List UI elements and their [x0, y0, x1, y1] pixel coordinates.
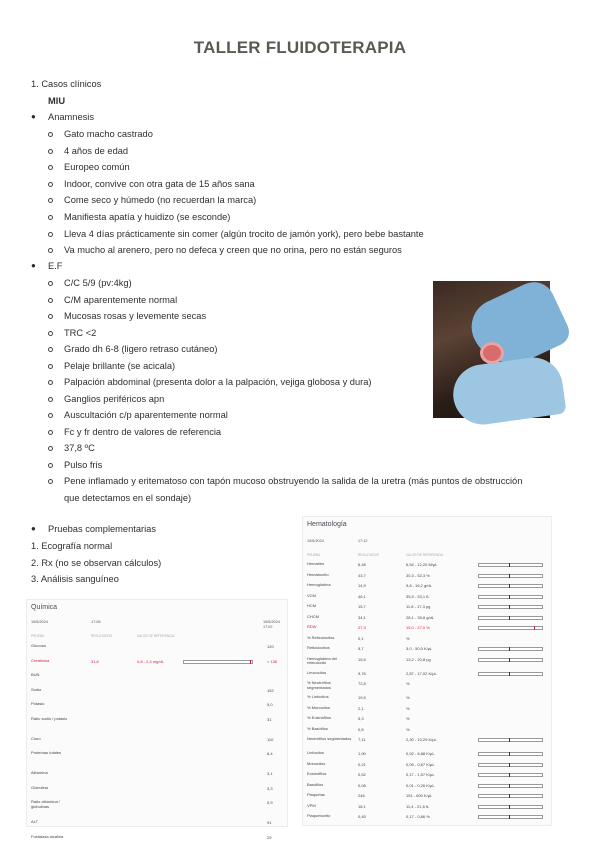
test-result: 9,76 — [358, 670, 366, 676]
test-reference: 0,01 - 0,26 K/µL — [406, 782, 435, 788]
test-value: 3,1 — [267, 771, 273, 776]
range-marker — [509, 616, 510, 620]
circle-bullet-icon — [48, 281, 53, 286]
test-reference: % — [406, 716, 410, 721]
clinical-photo — [433, 281, 550, 418]
test-result: 19,5 — [358, 695, 366, 700]
ef-item: TRC <2 — [64, 327, 97, 338]
test-name: % Eosinófilos — [307, 715, 332, 720]
pruebas-heading: Pruebas complementarias — [48, 524, 156, 534]
test-reference: 30,3 - 52,3 % — [406, 572, 430, 578]
circle-bullet-icon — [48, 347, 53, 352]
test-name: Glucosa — [31, 643, 46, 648]
circle-bullet-icon — [48, 380, 53, 385]
test-name: Ratio sodio / potasio — [31, 715, 68, 721]
ef-item: C/C 5/9 (pv:4kg) — [64, 278, 132, 288]
test-result: 0,1 — [358, 635, 364, 641]
circle-bullet-icon — [48, 132, 53, 137]
range-marker — [509, 658, 510, 662]
test-reference: % — [406, 726, 410, 732]
range-marker — [509, 815, 510, 819]
anamnesis-item: Lleva 4 días prácticamente sin comer (algún trocito de jamón york), pero bebe bastante — [64, 228, 424, 239]
test-reference: 0,92 - 6,88 K/µL — [406, 751, 435, 756]
ef-item: Ganglios periféricos apn — [64, 393, 165, 404]
test-reference: 3,0 - 50,0 K/µL — [406, 646, 433, 651]
pruebas-item: 1. Ecografía normal — [31, 541, 113, 551]
test-name: Eosinófilos — [307, 771, 327, 776]
circle-bullet-icon — [48, 248, 53, 253]
test-result: 0,52 — [358, 772, 366, 777]
column-header: VALOR DE REFERENCIA — [137, 634, 175, 638]
bullet-icon: ● — [31, 261, 36, 270]
range-marker — [509, 773, 510, 777]
test-name: Hematíes — [307, 561, 325, 566]
range-bar — [478, 794, 543, 798]
test-reference: % — [406, 705, 410, 711]
circle-bullet-icon — [48, 430, 53, 435]
test-name: Albúmina — [31, 770, 48, 775]
hematology-report — [302, 516, 552, 826]
test-reference: % — [406, 635, 410, 641]
test-result: 5,3 — [358, 716, 364, 721]
test-name: % Basófilos — [307, 725, 328, 731]
test-result: 0,45 — [358, 814, 366, 819]
test-result: 2,1 — [358, 705, 364, 711]
range-bar — [478, 784, 543, 788]
test-name: Neutrófilos segmentados — [307, 736, 352, 741]
pruebas-item: 3. Análisis sanguíneo — [31, 574, 119, 584]
test-result: 14,9 — [358, 583, 366, 588]
test-reference: 2,30 - 10,29 K/µL — [406, 737, 437, 742]
range-bar — [478, 738, 543, 742]
test-name: Potasio — [31, 701, 45, 706]
circle-bullet-icon — [48, 215, 53, 220]
test-name: Hemoglobina del reticulocito — [307, 655, 338, 665]
ef-item: Grado dh 6-8 (ligero retraso cutáneo) — [64, 344, 218, 354]
test-name: % Monocitos — [307, 704, 330, 710]
test-reference: 2,87 - 17,02 K/µL — [406, 670, 437, 676]
test-result: 46,1 — [358, 593, 366, 599]
test-name: Ratio albúmina / globulinas — [31, 799, 60, 809]
test-reference: 151 - 600 K/µL — [406, 793, 433, 798]
test-name: VPM — [307, 802, 316, 808]
test-name: Basófilos — [307, 781, 324, 787]
column-header: RESULTADOS — [358, 553, 380, 557]
test-value: 120 — [267, 644, 274, 649]
test-result: 8,48 — [358, 562, 366, 567]
range-marker — [509, 763, 510, 767]
ef-item: que detectamos en el sondaje) — [64, 492, 192, 503]
test-result: 0,21 — [358, 761, 366, 767]
test-name: Proteínas totales — [31, 750, 62, 755]
chemistry-report — [26, 599, 288, 840]
test-name: RDW — [307, 624, 317, 629]
test-reference: 0,17 - 1,57 K/µL — [406, 772, 435, 777]
test-name: Hemoglobina — [307, 582, 331, 587]
test-reference: 28,1 - 35,8 g/dL — [406, 614, 435, 620]
range-bar — [478, 626, 543, 630]
test-name: ALT — [31, 819, 39, 824]
circle-bullet-icon — [48, 298, 53, 303]
circle-bullet-icon — [48, 397, 53, 402]
test-name: Linfocitos — [307, 750, 324, 755]
range-marker — [509, 784, 510, 788]
circle-bullet-icon — [48, 446, 53, 451]
test-result: 0,8 — [358, 726, 364, 732]
test-name: Sodio — [31, 686, 42, 692]
test-reference: 13,2 - 20,8 pg — [406, 656, 431, 662]
column-header: PRUEBA — [307, 553, 321, 557]
ef-item: Fc y fr dentro de valores de referencia — [64, 426, 222, 437]
ef-item: Auscultación c/p aparentemente normal — [64, 410, 228, 420]
hematology-date: 19/6/2024 — [307, 539, 324, 543]
test-name: BUN — [31, 672, 40, 677]
circle-bullet-icon — [48, 331, 53, 336]
range-bar — [478, 672, 543, 676]
chemistry-time: 17:08 — [91, 620, 101, 624]
range-marker — [509, 574, 510, 578]
ef-item: 37,8 ºC — [64, 443, 95, 453]
circle-bullet-icon — [48, 479, 53, 484]
test-result: 43,7 — [358, 572, 366, 578]
test-name: Globulina — [31, 784, 48, 790]
circle-bullet-icon — [48, 149, 53, 154]
test-reference: 0,05 - 0,67 K/µL — [406, 761, 435, 767]
circle-bullet-icon — [48, 314, 53, 319]
bullet-icon: ● — [31, 524, 36, 533]
range-bar — [478, 605, 543, 609]
range-bar — [478, 763, 543, 767]
range-marker — [509, 563, 510, 567]
range-bar — [478, 595, 543, 599]
test-name: % Reticulocitos — [307, 634, 335, 640]
range-bar — [478, 773, 543, 777]
test-name: Fosfatasa alcalina — [31, 833, 64, 839]
test-value: 110 — [267, 736, 274, 742]
anamnesis-item: Manifiesta apatía y huidizo (se esconde) — [64, 212, 231, 222]
range-marker — [509, 752, 510, 756]
test-result: 7,11 — [358, 737, 366, 742]
hematology-title: Hematología — [307, 521, 347, 528]
chemistry-date: 19/6/2024 — [31, 620, 48, 624]
ef-item: Pelaje brillante (se acicala) — [64, 360, 176, 371]
test-result: 1,90 — [358, 751, 366, 756]
test-result: 31,6 — [91, 658, 99, 664]
anamnesis-item: Europeo común — [64, 162, 130, 173]
chemistry-title: Química — [31, 604, 58, 611]
range-marker — [509, 605, 510, 609]
chemistry-date: 19/6/2024 — [263, 620, 280, 624]
test-reference: 0,8 - 2,4 mg/dL — [137, 658, 164, 664]
test-value: 31 — [267, 716, 272, 722]
circle-bullet-icon — [48, 182, 53, 187]
test-reference: 11,4 - 21,6 fL — [406, 803, 430, 809]
test-value: 6,4 — [267, 751, 273, 756]
anamnesis-item: Va mucho al arenero, pero no defeca y creen que no orina, pero no están seguros — [64, 245, 402, 256]
range-marker — [509, 672, 510, 676]
ef-item: Pene inflamado y eritematoso con tapón mucoso obstruyendo la salida de la uretra (más puntos de obstrucción — [64, 476, 523, 486]
test-name: Leucocitos — [307, 669, 327, 675]
range-bar — [478, 574, 543, 578]
test-result: 27,3 — [358, 625, 366, 630]
inflamed-penis-shape — [483, 345, 501, 361]
range-bar — [478, 584, 543, 588]
test-name: Cloro — [31, 735, 41, 741]
test-reference: 15,0 - 27,0 % — [406, 625, 430, 630]
test-value: 0,9 — [267, 800, 273, 805]
range-marker — [534, 626, 535, 630]
test-name: CHCM — [307, 613, 319, 619]
ef-heading: E.F — [48, 261, 63, 271]
test-reference: % — [406, 695, 410, 700]
hematology-time: 17:12 — [358, 539, 368, 543]
range-marker — [250, 660, 251, 664]
ef-item: Mucosas rosas y levemente secas — [64, 311, 207, 321]
test-reference: 0,17 - 0,86 % — [406, 814, 430, 819]
anamnesis-item: 4 años de edad — [64, 145, 129, 156]
glove-shape — [449, 354, 566, 429]
range-bar — [478, 647, 543, 651]
ef-item: Palpación abdominal (presenta dolor a la palpación, vejiga globosa y dura) — [64, 377, 372, 387]
circle-bullet-icon — [48, 198, 53, 203]
range-bar — [478, 616, 543, 620]
range-bar — [478, 658, 543, 662]
test-reference: 35,9 - 53,1 fL — [406, 593, 430, 599]
range-marker — [509, 647, 510, 651]
test-result: 18,1 — [358, 803, 366, 809]
page-title: TALLER FLUIDOTERAPIA — [193, 38, 407, 57]
test-reference: % — [406, 681, 410, 686]
anamnesis-heading: Anamnesis — [48, 112, 94, 122]
circle-bullet-icon — [48, 232, 53, 237]
case-name: MIU — [48, 96, 66, 106]
test-result: 15,5 — [358, 656, 366, 662]
ef-item: C/M aparentemente normal — [64, 294, 178, 305]
test-name: HCM — [307, 603, 317, 608]
test-reference: 6,54 - 12,20 M/µL — [406, 562, 438, 567]
test-result: 0,08 — [358, 782, 366, 788]
bullet-icon: ● — [31, 112, 36, 121]
range-marker — [509, 595, 510, 599]
test-result: 5,7 — [358, 646, 364, 651]
range-bar — [478, 815, 543, 819]
test-value: 152 — [267, 687, 274, 693]
anamnesis-item: Come seco y húmedo (no recuerdan la marca) — [64, 195, 257, 206]
range-bar — [478, 805, 543, 809]
test-name: Monocitos — [307, 760, 326, 766]
range-marker — [509, 794, 510, 798]
section-heading: 1. Casos clínicos — [31, 79, 102, 89]
test-result: 246 — [358, 793, 365, 798]
range-marker — [509, 738, 510, 742]
test-reference: 11,8 - 17,3 pg — [406, 604, 431, 609]
test-name: Hematocrito — [307, 571, 329, 577]
test-result: 34,1 — [358, 614, 366, 620]
test-value: 5,0 — [267, 702, 273, 707]
range-bar — [478, 752, 543, 756]
column-header: PRUEBA — [31, 634, 45, 638]
pruebas-item: 2. Rx (no se observan cálculos) — [31, 557, 162, 568]
column-header: RESULTADOS — [91, 634, 113, 638]
range-marker — [509, 805, 510, 809]
circle-bullet-icon — [48, 364, 53, 369]
test-reference: 9,8 - 16,2 g/dL — [406, 583, 432, 588]
test-name: Plaquetocrito — [307, 813, 331, 818]
test-result: 72,8 — [358, 681, 366, 686]
test-name: Plaquetas — [307, 792, 325, 797]
test-value: 29 — [267, 834, 272, 840]
range-bar — [183, 660, 253, 664]
range-bar — [478, 563, 543, 567]
circle-bullet-icon — [48, 413, 53, 418]
test-value: 91 — [267, 820, 272, 825]
ef-item: Pulso fris — [64, 459, 103, 470]
test-name: % Neutrófilos segmentados — [307, 680, 332, 690]
test-name: VCM — [307, 592, 316, 598]
test-value: 3,3 — [267, 785, 273, 791]
test-value: > 136 — [267, 658, 278, 664]
test-name: Creatinina — [31, 657, 50, 663]
test-name: % Linfocitos — [307, 694, 329, 699]
range-marker — [509, 584, 510, 588]
anamnesis-item: Gato macho castrado — [64, 129, 153, 139]
anamnesis-item: Indoor, convive con otra gata de 15 años sana — [64, 178, 255, 189]
test-name: Reticulocitos — [307, 645, 330, 650]
test-result: 15,7 — [358, 604, 366, 609]
chemistry-time: 17:02 — [263, 625, 273, 629]
column-header: VALOR DE REFERENCIA — [406, 553, 444, 557]
circle-bullet-icon — [48, 463, 53, 468]
circle-bullet-icon — [48, 165, 53, 170]
